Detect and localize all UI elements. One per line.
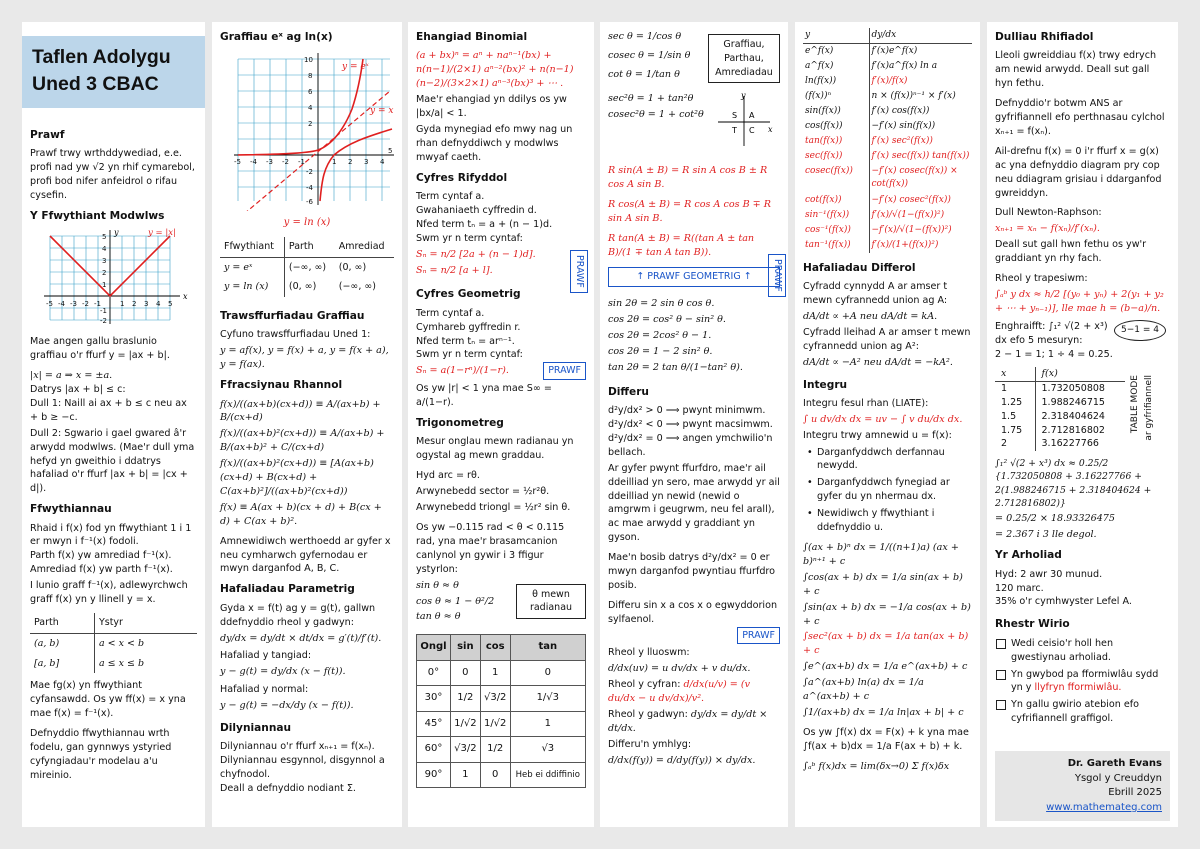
- svg-text:3: 3: [102, 257, 107, 266]
- arith-p2: Gwahaniaeth cyffredin d.: [416, 204, 537, 216]
- diffeq-f2: dA/dt ∝ −A² neu dA/dt = −kA².: [803, 356, 953, 368]
- label-ln: y = ln (x): [283, 217, 331, 229]
- exam-heading: Yr Arholiad: [995, 549, 1062, 562]
- integ-heading: Integru: [803, 378, 848, 391]
- diff-prawf-badge[interactable]: PRAWF: [737, 627, 780, 645]
- recip-f3: cot θ = 1/tan θ: [608, 68, 680, 80]
- svg-text:2: 2: [348, 158, 353, 167]
- modulus-p3: Datrys |ax + b| ≤ c:: [30, 383, 126, 395]
- column-1: [22, 22, 205, 827]
- svg-text:5: 5: [168, 300, 173, 309]
- numeric-f1: xₙ₊₁ = xₙ − f(xₙ)/f′(xₙ).: [995, 223, 1100, 235]
- domain-table: Parth Ystyr (a, b) a < x < b [a, b] a ≤ x ≤ b: [30, 613, 197, 673]
- svg-text:4: 4: [380, 158, 385, 167]
- partial-line1: f(x)/((ax+b)(cx+d)) ≡ A/(ax+b) + B/(cx+d): [220, 398, 381, 424]
- svg-text:1: 1: [102, 281, 107, 290]
- diffeq-p1: Cyfradd cynnydd A ar amser t mewn cyfrannedd union ag A:: [803, 281, 948, 306]
- title-line-2: Uned 3 CBAC: [32, 73, 159, 96]
- diffeq-heading: Hafaliadau Differol: [803, 261, 916, 274]
- svg-text:T: T: [732, 126, 737, 135]
- numeric-f5: = 2.367 i 3 lle degol.: [995, 529, 1097, 541]
- trig-heading: Trigonometreg: [416, 417, 504, 430]
- partial-line4: f(x) ≡ A(ax + b)(cx + d) + B(cx + d) + C(ax + b)².: [220, 501, 382, 527]
- svg-text:-6: -6: [306, 198, 313, 207]
- title-box: [22, 36, 205, 108]
- exam-p3: 35% o'r cymhwyster Lefel A.: [995, 596, 1132, 608]
- svg-text:5: 5: [388, 147, 393, 156]
- sequences-heading: Dilyniannau: [220, 722, 292, 735]
- d4: cos 2θ = 1 − 2 sin² θ.: [608, 345, 713, 357]
- integ-f1: ∫ u dv/dx dx = uv − ∫ v du/dx dx.: [803, 413, 963, 425]
- functions-p6: Defnyddio ffwythiannau wrth fodelu, gan gynnwys ystyried cyfyngiadau'r modelau a'u mireinio.: [30, 728, 172, 781]
- integ-p2: Integru trwy amnewid u = f(x):: [803, 429, 952, 441]
- svg-text:C: C: [749, 126, 755, 135]
- modulus-heading: Y Ffwythiant Modwlws: [30, 209, 165, 222]
- column-3: [408, 22, 594, 827]
- column-5: [795, 22, 980, 827]
- svg-text:4: 4: [102, 245, 107, 254]
- parametric-f1: dy/dx = dy/dt × dt/dx = g′(t)/f′(t).: [220, 632, 382, 644]
- svg-text:-1: -1: [100, 307, 107, 316]
- d2: cos 2θ = cos² θ − sin² θ.: [608, 314, 726, 326]
- label-exp: y = eˣ: [342, 62, 369, 73]
- numeric-f3: ∫₁² √(2 + x³) dx ≈ 0.25/2 {1.732050808 + 3.16227766 + 2(1.988246715 + 2.318404624 + 2.712816802)}: [995, 458, 1152, 510]
- prawf-text: Prawf trwy wrthddywediad, e.e. profi nad yw √2 yn rhif cymarebol, profi bod nifer anfeidrol o rifau cysefin.: [30, 148, 195, 202]
- geom-heading: Cyfres Geometrig: [416, 288, 521, 301]
- author-link[interactable]: www.mathemateg.com: [1046, 801, 1162, 813]
- trig-p3: Arwynebedd sector = ½r²θ.: [416, 486, 550, 498]
- checklist-item[interactable]: Wedi ceisio'r holl hen gwestiynau arholiad.: [995, 637, 1170, 665]
- arith-f2: Sₙ = n/2 [a + l].: [416, 264, 493, 276]
- geom-p1: Term cyntaf a.: [416, 307, 485, 319]
- author-box: [995, 751, 1170, 821]
- calc-bubble: 5−1 = 4: [1114, 320, 1166, 341]
- trig-a2: cos θ ≈ 1 − θ²/2: [416, 595, 495, 607]
- sequences-p2: Dilyniannau esgynnol, disgynnol a chyfnodol.: [220, 755, 385, 781]
- geom-p3: Nfed term tₙ = arⁿ⁻¹.: [416, 335, 515, 347]
- diff-p1: d²y/dx² > 0 ⟹ pwynt minimwm.: [608, 405, 766, 417]
- svg-text:-2: -2: [100, 317, 107, 326]
- geom-f1: Sₙ = a(1−rⁿ)/(1−r).: [416, 365, 509, 377]
- functions-p5: Mae fg(x) yn ffwythiant cyfansawdd. Os yw ff(x) = x yna mae f(x) = f⁻¹(x).: [30, 680, 186, 720]
- numeric-f4: = 0.25/2 × 18.93326475: [995, 513, 1116, 525]
- numeric-p8: 2 − 1 = 1; 1 ÷ 4 = 0.25.: [995, 348, 1113, 360]
- column-6: [987, 22, 1178, 827]
- parametric-f2: y − g(t) = dy/dx (x − f(t)).: [220, 666, 346, 678]
- trig-a1: sin θ ≈ θ: [416, 579, 459, 591]
- derivatives-table: y dy/dx e^f(x) f′(x)e^f(x) a^f(x) f′(x)a^f(x) ln a ln(f(x)) f′(x)/f(x) (f(x))ⁿ n × (f(x))ⁿ⁻¹ × f′(x) sin(f(x)) f′(x) cos(f(x)) cos(f(x)) −f′(x) sin(f(x)) tan(f(x)) f′(x) sec²(f(x)) sec(f(x)) f′(x) sec(f(x)) tan(f(x)) cosec(f(x)) −f′(x) cosec(f(x)) × cot(f(x)) cot(f(x)) −f′(x) cosec²(f(x)) sin⁻¹(f(x)) f′(x)/√(1−(f(x))²) cos⁻¹(f(x)) −f′(x)/√(1−(f(x))²) tan⁻¹(f(x)) f′(x)/(1+(f(x))²): [803, 28, 972, 253]
- checklist: [995, 637, 1170, 726]
- exam-p1: Hyd: 2 awr 30 munud.: [995, 568, 1103, 580]
- diff-p5: Mae'n bosib datrys d²y/dx² = 0 er mwyn darganfod pwyntiau ffurfdro posib.: [608, 552, 776, 591]
- d3: cos 2θ = 2cos² θ − 1.: [608, 330, 712, 342]
- numeric-p4: Dull Newton-Raphson:: [995, 207, 1102, 219]
- modulus-p4: Dull 1: Naill ai ax + b ≤ c neu ax + b ≥ −c.: [30, 397, 187, 423]
- numeric-p6: Rheol y trapesiwm:: [995, 273, 1088, 285]
- svg-text:-5: -5: [46, 300, 53, 309]
- trig-p4: Arwynebedd triongl = ½r² sin θ.: [416, 502, 571, 514]
- trig-a3: tan θ ≈ θ: [416, 611, 461, 623]
- diffeq-p2: Cyfradd lleihad A ar amser t mewn cyfrannedd union ag A²:: [803, 326, 971, 352]
- arith-f1: Sₙ = n/2 [2a + (n − 1)d].: [416, 248, 536, 260]
- column-4: [600, 22, 788, 827]
- geometric-proof-bar[interactable]: ↑ PRAWF GEOMETRIG ↑: [608, 267, 780, 287]
- parametric-heading: Hafaliadau Parametrig: [220, 583, 355, 596]
- parametric-p3: Hafaliad y normal:: [220, 684, 309, 696]
- diff-r4: Differu'n ymhlyg:: [608, 738, 692, 750]
- parametric-f3: y − g(t) = −dx/dy (x − f(t)).: [220, 700, 354, 712]
- svg-text:5: 5: [102, 233, 107, 242]
- list-item: • Newidiwch y ffwythiant i ddefnyddio u.: [803, 507, 972, 535]
- calculator-label: ar gyfrifiannell: [1143, 375, 1154, 442]
- geom-p5: Os yw |r| < 1 yna mae S∞ = a/(1−r).: [416, 383, 552, 409]
- diff-p3: d²y/dx² = 0 ⟹ angen ymchwilio'n bellach.: [608, 432, 773, 458]
- exp-log-graph: [220, 49, 396, 211]
- checklist-item[interactable]: Yn gwybod pa fformiwlâu sydd yn y llyfryn fformiwlâu.: [995, 668, 1170, 696]
- arith-p3: Nfed term tₙ = a + (n − 1)d.: [416, 218, 553, 230]
- svg-text:2: 2: [132, 300, 137, 309]
- integ-p1: Integru fesul rhan (LIATE):: [803, 397, 929, 409]
- integ-p3: Os yw ∫f(x) dx = F(x) + k yna mae ∫f(ax + b)dx = 1/a F(ax + b) + k.: [803, 726, 969, 752]
- trig-p2: Hyd arc = rθ.: [416, 470, 480, 482]
- diff-r4f: d/dx(f(y)) = d/dy(f(y)) × dy/dx.: [608, 754, 756, 766]
- numeric-p3: Ail-drefnu f(x) = 0 i'r ffurf x = g(x) ac yna defnyddio diagram pry cop neu ddiagram grisiau i ddarganfod gwreiddyn.: [995, 145, 1162, 199]
- svg-text:4: 4: [156, 300, 161, 309]
- binomial-heading: Ehangiad Binomial: [416, 31, 528, 43]
- binomial-p1: Mae'r ehangiad yn ddilys os yw |bx/a| < 1.: [416, 94, 567, 119]
- partial-heading: Ffracsiynau Rhannol: [220, 379, 343, 392]
- svg-text:-3: -3: [70, 300, 77, 309]
- svg-text:x: x: [183, 292, 188, 302]
- diff-p6: Differu sin x a cos x o egwyddorion sylfaenol.: [608, 599, 778, 625]
- svg-text:2: 2: [308, 120, 313, 129]
- diff-p4: Ar gyfer pwynt ffurfdro, mae'r ail ddeilliad yn sero, mae arwydd yr ail ddeilliad yn newid (newid o amgrwm i geugrwm, neu fel arall), ac mae arwydd y graddiant yn gyson.: [608, 462, 780, 544]
- modulus-graph: [30, 228, 195, 328]
- arith-heading: Cyfres Rifyddol: [416, 171, 508, 184]
- trapezium-table: x f(x) 1 1.732050808 1.25 1.988246715 1.5 2.318404624 1.75 2.712816802 2 3.16227766: [995, 367, 1125, 451]
- svg-text:10: 10: [304, 56, 313, 65]
- arith-prawf-badge[interactable]: PRAWF: [570, 250, 588, 293]
- svg-text:-2: -2: [82, 300, 89, 309]
- comp2: R cos(A ± B) = R cos A cos B ∓ R sin A sin B.: [608, 198, 771, 224]
- svg-text:6: 6: [308, 88, 313, 97]
- svg-text:2: 2: [102, 269, 107, 278]
- svg-text:y: y: [114, 228, 119, 238]
- svg-text:y: y: [741, 92, 746, 100]
- exam-p2: 120 marc.: [995, 582, 1044, 594]
- numeric-heading: Dulliau Rhifiadol: [995, 31, 1094, 43]
- partial-line2: f(x)/((ax+b)²(cx+d)) ≡ A/(ax+b) + B/(ax+b)² + C/(cx+d): [220, 428, 385, 454]
- table-mode-label: TABLE MODE: [1129, 375, 1140, 434]
- svg-text:-2: -2: [306, 168, 313, 177]
- checklist-item[interactable]: Yn gallu gwirio atebion efo cyfrifiannell graffigol.: [995, 698, 1170, 726]
- trig-p1: Mesur onglau mewn radianau yn ogystal ag mewn graddau.: [416, 436, 574, 462]
- trig-values-table: Ongl sin cos tan 0° 0 1 0 30° 1/2 √3/2 1/√3 45° 1/√2 1/√2 1 60° √3/2 1/2 √3 90° 1 0 Heb ei ddiffinio: [416, 634, 586, 788]
- arith-p4: Swm yr n term cyntaf:: [416, 232, 523, 244]
- author-date: Ebrill 2025: [1108, 787, 1162, 798]
- label-line: y = x: [370, 106, 394, 117]
- exp-log-table: Ffwythiant Parth Amrediad y = eˣ (−∞, ∞) (0, ∞) y = ln (x) (0, ∞) (−∞, ∞): [220, 237, 394, 297]
- svg-text:-2: -2: [282, 158, 289, 167]
- geom-p2: Cymhareb gyffredin r.: [416, 321, 521, 333]
- parametric-p1: Gyda x = f(t) ag y = g(t), gallwn ddefnyddio rheol y gadwyn:: [220, 602, 376, 628]
- diff-r2: Rheol y cyfran: d/dx(u/v) = (v du/dx − u dv/dx)/v².: [608, 679, 751, 705]
- recip-f5: cosec²θ = 1 + cot²θ: [608, 108, 704, 120]
- parametric-p2: Hafaliad y tangiad:: [220, 650, 312, 662]
- svg-text:x: x: [768, 125, 773, 134]
- integral-list: ∫(ax + b)ⁿ dx = 1/((n+1)a) (ax + b)ⁿ⁺¹ + c ∫cos(ax + b) dx = 1/a sin(ax + b) + c ∫sin(ax + b) dx = −1/a cos(ax + b) + c ∫sec²(ax + b) dx = 1/a tan(ax + b) + c ∫e^(ax+b) dx = 1/a e^(ax+b) + c ∫a^(ax+b) ln(a) dx = 1/a a^(ax+b) + c ∫1/(ax+b) dx = 1/a ln|ax + b| + c: [803, 542, 971, 718]
- binomial-f1: (a + bx)ⁿ = aⁿ + naⁿ⁻¹(bx) + n(n−1)/(2×1) aⁿ⁻²(bx)² + n(n−1)(n−2)/(3×2×1) aⁿ⁻³(bx)³ + ⋯ .: [416, 50, 574, 90]
- comp1: R sin(A ± B) = R sin A cos B ± R cos A sin B.: [608, 165, 768, 190]
- comp3: R tan(A ± B) = R((tan A ± tan B)/(1 ∓ tan A tan B)).: [608, 232, 755, 258]
- svg-text:3: 3: [364, 158, 369, 167]
- svg-text:-5: -5: [234, 158, 241, 167]
- modulus-p5: Dull 2: Sgwario i gael gwared â'r arwydd modwlws. (Mae'r dull yma hefyd yn gweithio i ddatrys hafaliad o'r ffurf |ax + b| = |cx + d|).: [30, 427, 195, 495]
- partial-p1: Amnewidiwch werthoedd ar gyfer x neu cymharwch gyfernodau er mwyn darganfod A, B, C.: [220, 535, 391, 575]
- double-angle-prawf-badge[interactable]: PRAWF: [768, 254, 786, 297]
- list-item: • Darganfyddwch derfannau newydd.: [803, 446, 972, 474]
- svg-text:1: 1: [332, 158, 337, 167]
- recip-f2: cosec θ = 1/sin θ: [608, 49, 691, 61]
- transform-p2: y = af(x), y = f(x) + a, y = f(x + a), y = f(ax).: [220, 345, 389, 371]
- diff-r1f: d/dx(uv) = u dv/dx + v du/dx.: [608, 663, 751, 675]
- numeric-p2: Defnyddio'r botwm ANS ar gyfrifiannell efo perthnasau cylchol xₙ₊₁ = f(xₙ).: [995, 98, 1165, 137]
- numeric-p5: Deall sut gall hwn fethu os yw'r graddiant yn rhy fach.: [995, 239, 1147, 265]
- checklist-heading: Rhestr Wirio: [995, 618, 1070, 631]
- sequences-p1: Dilyniannau o'r ffurf xₙ₊₁ = f(xₙ).: [220, 741, 375, 753]
- svg-text:-1: -1: [298, 158, 305, 167]
- functions-p3: Amrediad f(x) yw parth f⁻¹(x).: [30, 564, 173, 576]
- transform-heading: Trawsffurfiadau Graffiau: [220, 310, 365, 323]
- list-item: • Darganfyddwch fynegiad ar gyfer du yn nhermau dx.: [803, 476, 972, 504]
- trig-p5: Os yw −0.115 rad < θ < 0.115 rad, yna mae'r brasamcanion canlynol yn gywir i 3 ffigur ystyrlon:: [416, 522, 565, 575]
- substitution-steps: [803, 446, 972, 535]
- svg-text:-1: -1: [94, 300, 101, 309]
- author-name: Dr. Gareth Evans: [1067, 758, 1162, 769]
- title-line-1: Taflen Adolygu: [32, 46, 171, 68]
- numeric-f2: ∫ₐᵇ y dx ≈ h/2 [(y₀ + yₙ) + 2(y₁ + y₂ + ⋯ + yₙ₋₁)], lle mae h = (b−a)/n.: [995, 288, 1164, 314]
- functions-p2: Parth f(x) yw amrediad f⁻¹(x).: [30, 550, 172, 562]
- modulus-graph-label: y = |x|: [148, 228, 176, 239]
- cast-diagram: [714, 92, 774, 150]
- sequences-p3: Deall a defnyddio nodiant Σ.: [220, 783, 356, 795]
- diffeq-f1: dA/dt ∝ +A neu dA/dt = kA.: [803, 310, 938, 322]
- exp-log-heading: Graffiau eˣ ag ln(x): [220, 31, 333, 43]
- svg-text:3: 3: [144, 300, 149, 309]
- partial-line3: f(x)/((ax+b)²(cx+d)) ≡ [A(ax+b)(cx+d) + B(cx+d) + C(ax+b)²]/((ax+b)²(cx+d)): [220, 458, 374, 497]
- graphs-box: Graffiau, Parthau, Amrediadau: [708, 34, 780, 83]
- svg-text:S: S: [732, 111, 738, 120]
- binomial-p2: Gyda mynegiad efo mwy nag un rhan defnyddiwch y modwlws mwyaf caeth.: [416, 123, 573, 163]
- radian-note: θ mewn radianau: [516, 584, 586, 620]
- svg-text:-4: -4: [306, 184, 313, 193]
- functions-p4: I lunio graff f⁻¹(x), adlewyrchwch graff f(x) yn y llinell y = x.: [30, 580, 188, 606]
- geom-p4: Swm yr n term cyntaf:: [416, 349, 523, 361]
- integ-f3: ∫ₐᵇ f(x)dx = lim(δx→0) Σ f(x)δx: [803, 760, 950, 772]
- diff-p2: d²y/dx² < 0 ⟹ pwynt macsimwm.: [608, 419, 773, 430]
- functions-p1: Rhaid i f(x) fod yn ffwythiant 1 i 1 er mwyn i f⁻¹(x) fodoli.: [30, 522, 192, 548]
- svg-text:A: A: [749, 111, 755, 120]
- diff-r1: Rheol y lluoswm:: [608, 647, 690, 659]
- modulus-p1: Mae angen gallu braslunio graffiau o'r ffurf y = |ax + b|.: [30, 336, 170, 362]
- numeric-p7: Enghraifft: ∫₁² √(2 + x³) dx efo 5 mesuryn:: [995, 320, 1108, 346]
- geom-prawf-badge[interactable]: PRAWF: [543, 362, 586, 380]
- recip-f1: sec θ = 1/cos θ: [608, 31, 682, 42]
- numeric-p1: Lleoli gwreiddiau f(x) trwy edrych am newid arwydd. Deall sut gall hyn fethu.: [995, 50, 1157, 90]
- author-school: Ysgol y Creuddyn: [1074, 772, 1162, 784]
- diff-heading: Differu: [608, 385, 649, 398]
- svg-text:4: 4: [308, 104, 313, 113]
- svg-text:-4: -4: [58, 300, 65, 309]
- recip-f4: sec²θ = 1 + tan²θ: [608, 92, 694, 104]
- transform-p1: Cyfuno trawsffurfiadau Uned 1:: [220, 329, 371, 341]
- functions-heading: Ffwythiannau: [30, 503, 112, 516]
- diff-r3: Rheol y gadwyn: dy/dx = dy/dt × dt/dx.: [608, 709, 768, 734]
- modulus-p2: |x| = a ⇒ x = ±a.: [30, 370, 113, 382]
- svg-text:8: 8: [308, 72, 313, 81]
- svg-text:-3: -3: [266, 158, 273, 167]
- d5: tan 2θ = 2 tan θ/(1−tan² θ).: [608, 361, 743, 373]
- svg-text:-4: -4: [250, 158, 257, 167]
- arith-p1: Term cyntaf a.: [416, 190, 485, 202]
- svg-text:1: 1: [120, 300, 125, 309]
- prawf-heading: Prawf: [30, 129, 65, 141]
- column-2: [212, 22, 402, 827]
- d1: sin 2θ = 2 sin θ cos θ.: [608, 298, 715, 310]
